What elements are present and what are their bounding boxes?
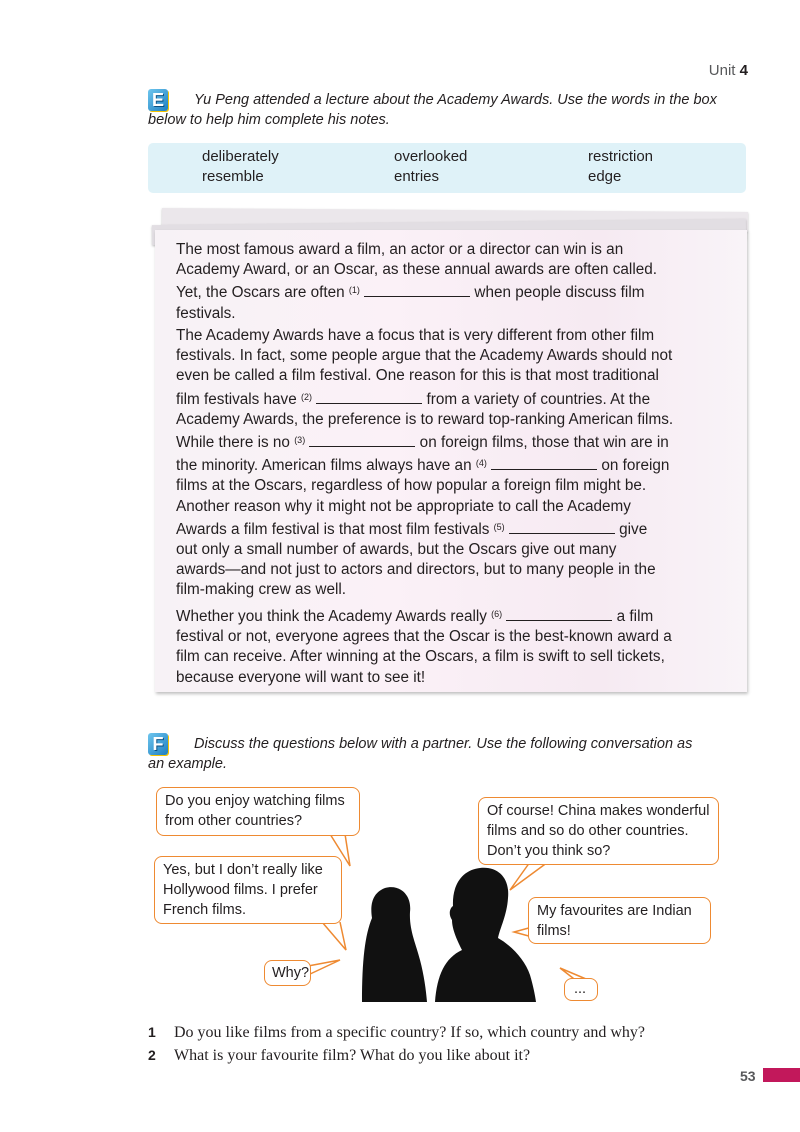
- word-option: deliberately: [202, 148, 279, 165]
- notes-line: film festivals have $^{(2)}$ from a variety of countries. At the: [176, 390, 651, 408]
- notes-line: Whether you think the Academy Awards really $^{(6)}$ a film: [176, 608, 654, 625]
- notes-line: Yet, the Oscars are often $^{(1)}$ when people discuss film: [176, 284, 645, 302]
- notes-line: out only a small number of awards, but the Oscars give out many: [176, 541, 617, 559]
- notes-line: The Academy Awards have a focus that is very different from other film: [176, 327, 655, 344]
- notes-line: Awards a film festival is that most film festivals $^{(5)}$ give: [176, 520, 648, 538]
- notes-line: the minority. American films always have an $^{(4)}$ on foreign: [176, 457, 670, 475]
- speech-bubble-ellipsis: ...: [564, 978, 598, 1001]
- speech-bubble-question: Do you enjoy watching films from other countries?: [156, 787, 360, 836]
- notes-line: The most famous award a film, an actor or a director can win is an: [176, 241, 624, 258]
- notes-line: film can receive. After winning at the Oscars, a film is swift to sell tickets,: [176, 648, 665, 666]
- notes-line: awards—and not just to actors and directors, but to many people in the: [176, 561, 656, 579]
- question-item: 2 What is your favourite film? What do you like about it?: [148, 1047, 531, 1064]
- speech-bubble-answer: Yes, but I don’t really like Hollywood films. I prefer French films.: [154, 856, 342, 924]
- notes-line: even be called a film festival. One reason for this is that most traditional: [176, 367, 659, 385]
- notes-line: festivals. In fact, some people argue that the Academy Awards should not: [176, 347, 673, 365]
- word-option: overlooked: [394, 148, 468, 165]
- notes-line: Academy Awards, the preference is to reward top-ranking American films.: [176, 410, 674, 428]
- notes-line: films at the Oscars, regardless of how popular a foreign film might be.: [176, 477, 647, 495]
- silhouette-woman: [362, 887, 427, 1002]
- section-f-instruction: Discuss the questions below with a partner. Use the following conversation as an example.: [148, 736, 693, 772]
- section-e-instruction: Yu Peng attended a lecture about the Academy Awards. Use the words in the box below to help him complete his notes.: [148, 92, 717, 128]
- word-option: resemble: [202, 168, 264, 185]
- word-option: restriction: [588, 148, 654, 165]
- speech-bubble-why: Why?: [264, 960, 311, 986]
- word-option: entries: [394, 168, 440, 185]
- notes-line: because everyone will want to see it!: [176, 668, 426, 686]
- question-item: 1 Do you like films from a specific country? If so, which country and why?: [148, 1024, 645, 1041]
- notes-line: film-making crew as well.: [176, 581, 346, 599]
- notes-line: Another reason why it might not be appropriate to call the Academy: [176, 497, 631, 515]
- word-option: edge: [588, 168, 622, 185]
- section-e-badge: E: [148, 89, 168, 111]
- section-f-badge: F: [148, 733, 168, 755]
- speech-bubble-favourites: My favourites are Indian films!: [528, 897, 711, 944]
- page-number: 53: [740, 1068, 756, 1084]
- page-accent-bar: [763, 1068, 800, 1082]
- notes-line: festivals.: [176, 304, 236, 322]
- notes-line: festival or not, everyone agrees that the Oscar is the best-known award a: [176, 628, 672, 646]
- notes-line: Academy Award, or an Oscar, as these annual awards are often called.: [176, 261, 657, 279]
- unit-label: Unit 4: [708, 62, 748, 79]
- notes-line: While there is no $^{(3)}$ on foreign films, those that win are in: [176, 434, 669, 452]
- speech-bubble-reply: Of course! China makes wonderful films and so do other countries. Don’t you think so?: [478, 797, 719, 865]
- silhouette-man: [435, 868, 536, 1002]
